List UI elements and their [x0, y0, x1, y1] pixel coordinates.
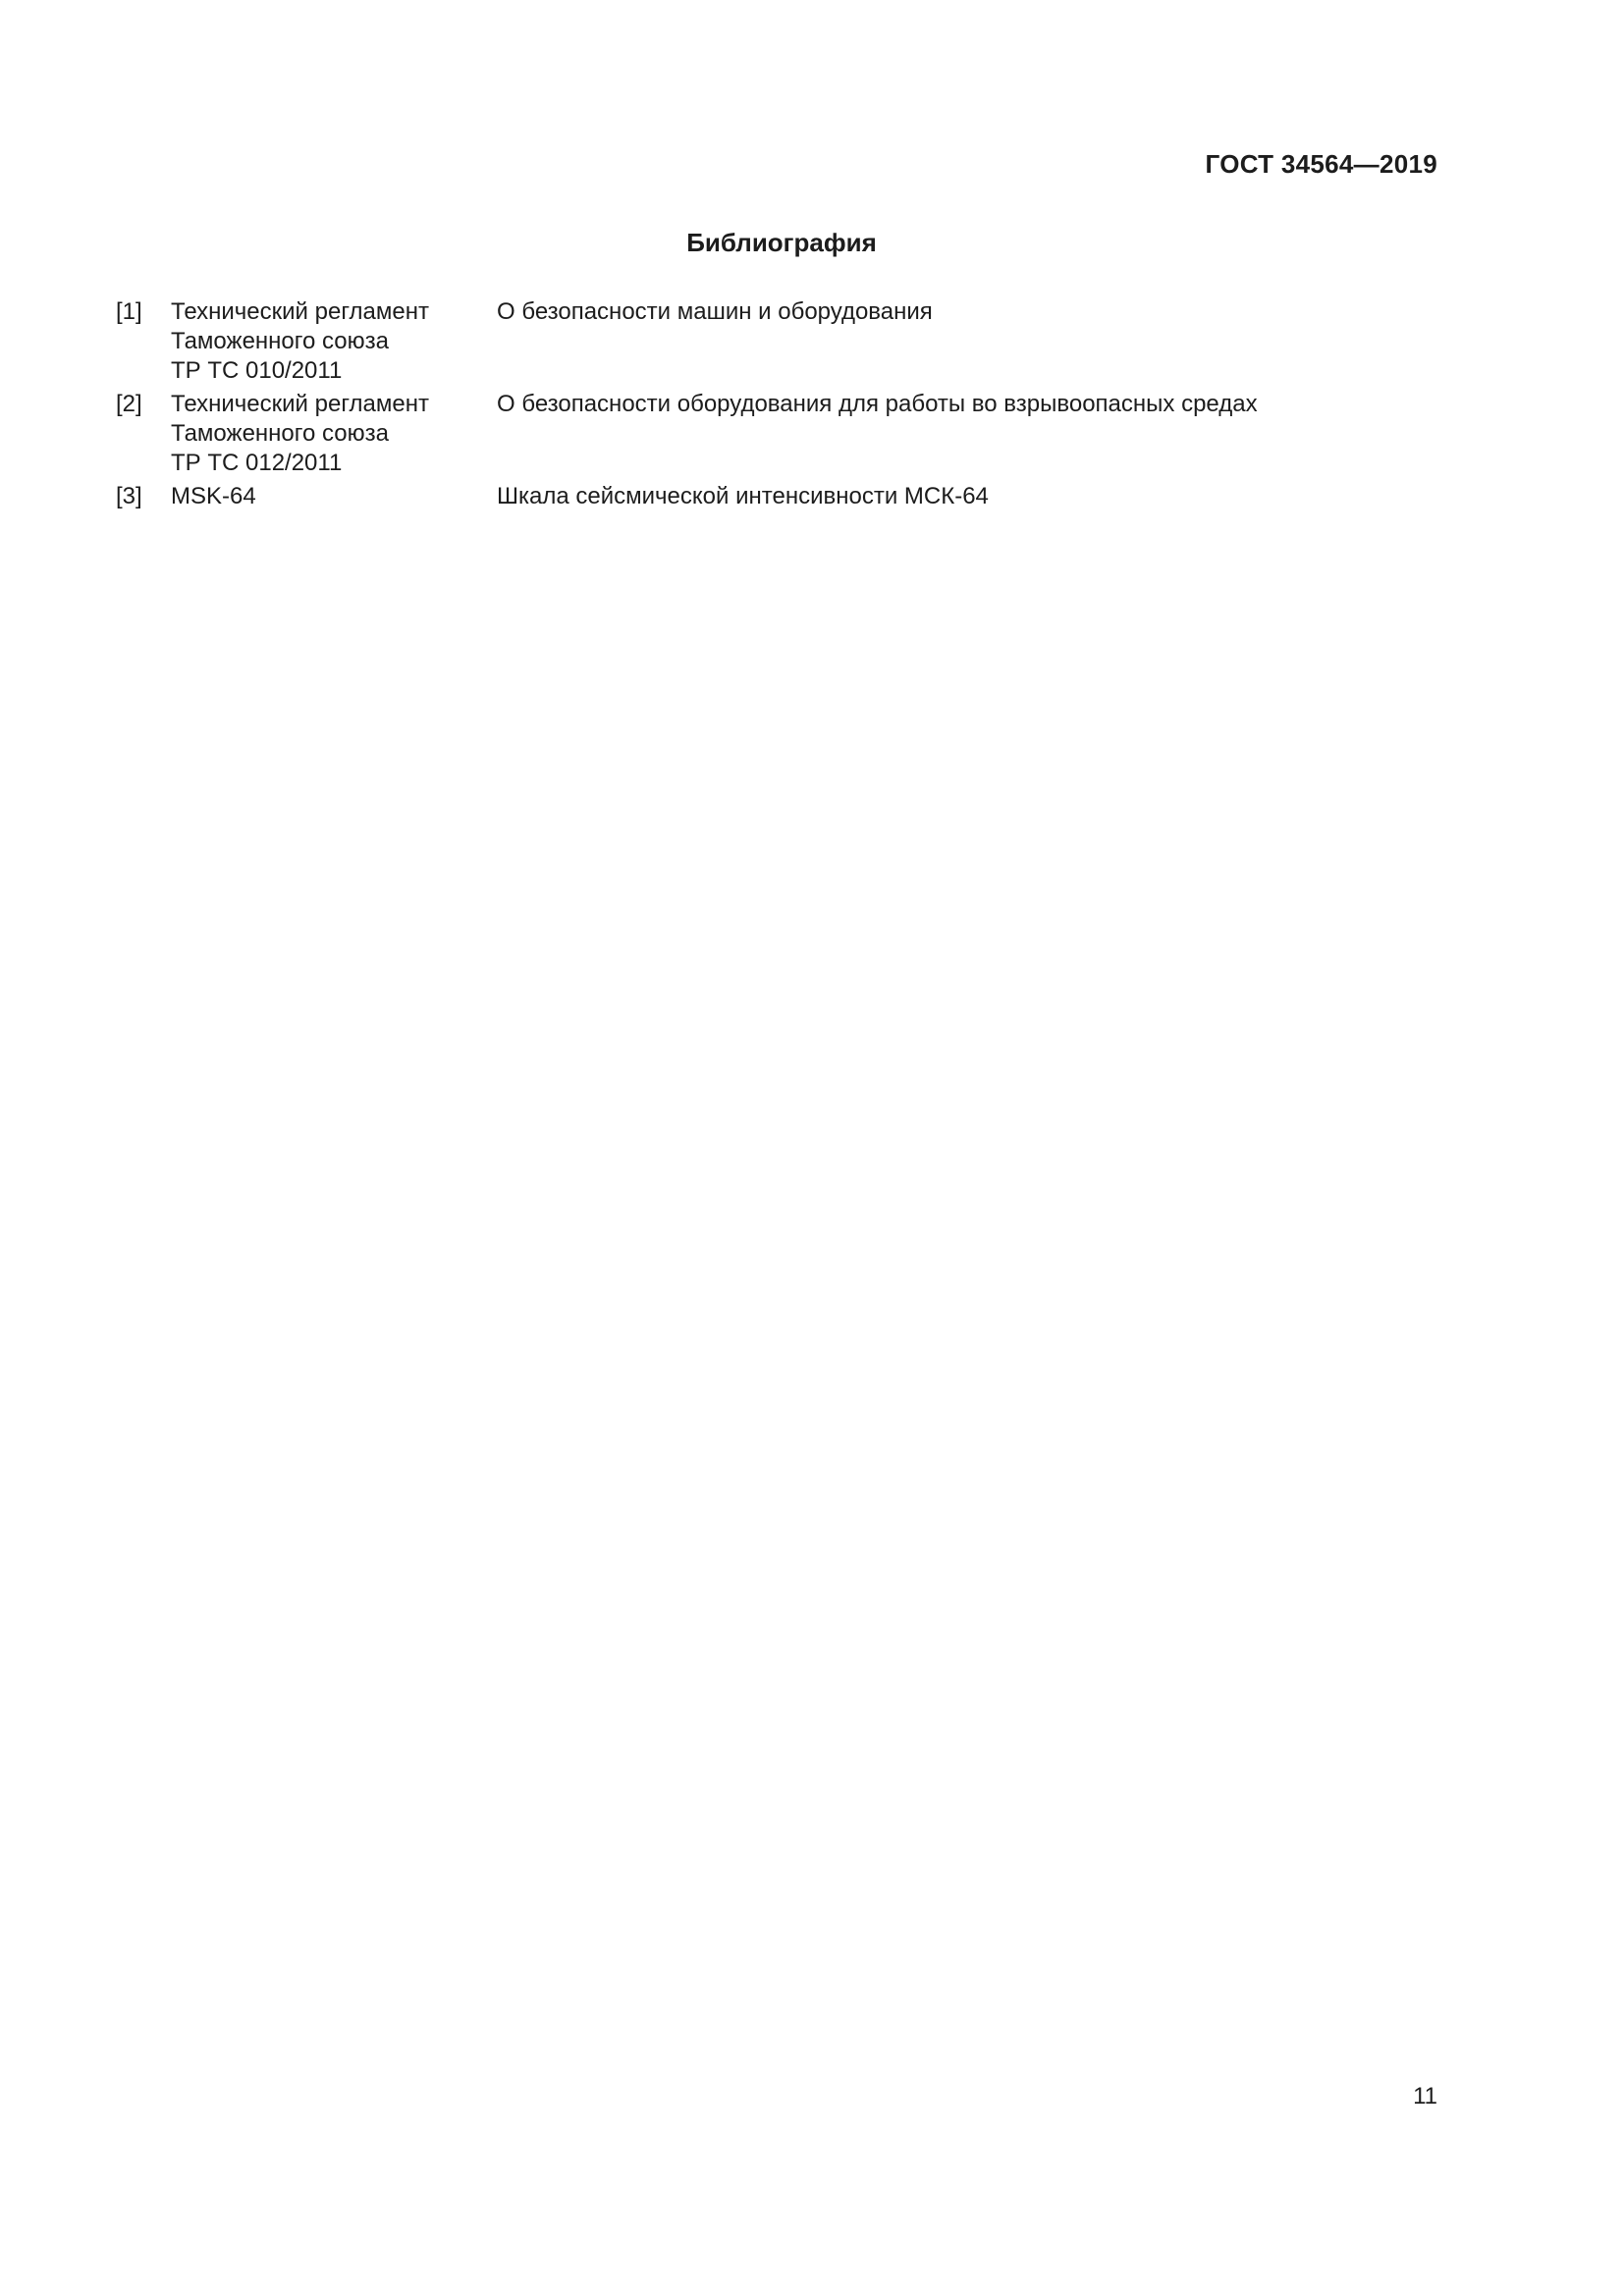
entry-reference-line: Технический регламент — [171, 391, 429, 417]
bibliography-list — [116, 297, 1451, 515]
entry-reference-line: Таможенного союза — [171, 420, 389, 447]
entry-reference-line: Технический регламент — [171, 298, 429, 325]
entry-title: О безопасности оборудования для работы во взрывоопасных средах — [497, 391, 1258, 417]
entry-title: О безопасности машин и оборудования — [497, 298, 933, 325]
section-title: Библиография — [686, 228, 877, 257]
entry-number: [1] — [116, 298, 142, 325]
entry-reference-line: MSK-64 — [171, 483, 256, 509]
entry-number: [2] — [116, 391, 142, 417]
bibliography-entry — [116, 482, 1451, 511]
page-number: 11 — [1413, 2083, 1437, 2109]
bibliography-entry — [116, 390, 1451, 478]
entry-reference-line: ТР ТС 010/2011 — [171, 357, 343, 384]
entry-reference — [171, 390, 497, 478]
entry-reference — [171, 297, 497, 386]
document-code: ГОСТ 34564—2019 — [1205, 149, 1437, 179]
entry-reference — [171, 482, 497, 511]
entry-reference-line: Таможенного союза — [171, 328, 389, 354]
entry-number: [3] — [116, 483, 142, 509]
entry-reference-line: ТР ТС 012/2011 — [171, 450, 343, 476]
bibliography-entry — [116, 297, 1451, 386]
entry-title: Шкала сейсмической интенсивности МСК-64 — [497, 483, 989, 509]
